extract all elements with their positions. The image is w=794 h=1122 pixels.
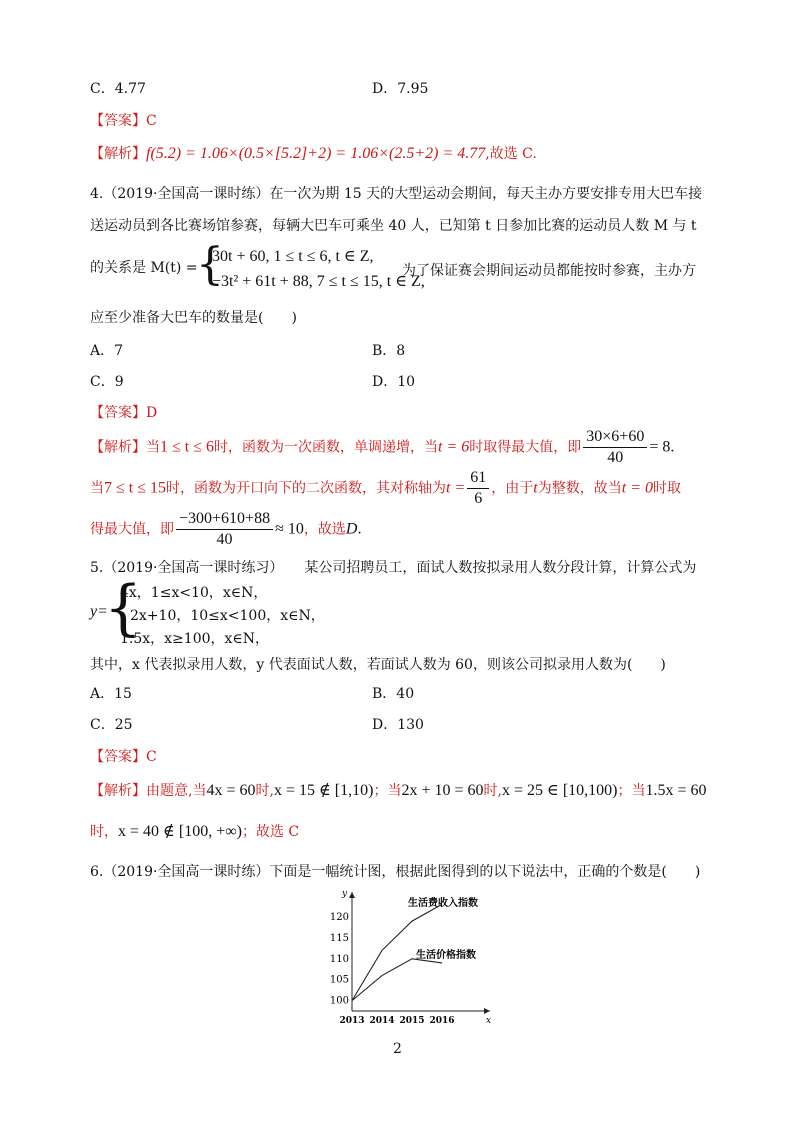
text: 时， — [90, 824, 118, 840]
analysis-formula: f(5.2) = 1.06×(0.5×[5.2]+2) = 1.06×(2.5+2) = 4.77 — [146, 145, 486, 162]
q4-analysis-line2 — [90, 469, 681, 508]
series-label: 生活价格指数 — [416, 950, 476, 961]
q4-case1: 30t + 60, 1 ≤ t ≤ 6, t ∈ Z, — [212, 248, 374, 265]
analysis-tag: 【解析】 — [90, 146, 146, 162]
x-tick-label: 2014 — [369, 1016, 395, 1026]
q5-option-d: D．130 — [372, 717, 424, 733]
text: ，由于 — [491, 480, 534, 497]
analysis-end: ,故选 C. — [485, 146, 537, 162]
q4-option-a: A．7 — [90, 343, 124, 359]
text: ；故选 C — [241, 824, 300, 840]
line-chart — [330, 886, 500, 1030]
page-number: 2 — [393, 1041, 402, 1057]
math: t — [533, 479, 538, 497]
x-axis-label: x — [486, 1016, 492, 1026]
denominator: 6 — [474, 490, 483, 507]
q5-case1: 4x，1≤x<10，x∈N， — [120, 585, 268, 601]
q4-stem-prefix: 的关系是 M(t) = — [90, 260, 198, 276]
q5-analysis-line1 — [90, 780, 707, 800]
math: t = 6 — [438, 438, 470, 456]
series-label: 生活费收入指数 — [408, 898, 478, 909]
y-tick-label: 110 — [330, 953, 349, 965]
x-tick-label: 2016 — [429, 1016, 455, 1026]
text: 得最大值，即 — [90, 521, 174, 538]
analysis-tag: 【解析】 — [90, 783, 146, 799]
q5-answer — [90, 746, 157, 766]
q4-option-b: B．8 — [372, 343, 406, 359]
text: 时，函数为开口向下的二次函数，其对称轴为 — [166, 480, 447, 497]
text: 时取 — [652, 480, 681, 497]
q5-option-b: B．40 — [372, 686, 415, 702]
numerator: 30×6+60 — [583, 428, 647, 448]
text: ；当 — [617, 783, 646, 799]
math: 4x = 60 — [206, 782, 256, 799]
text: . — [357, 521, 362, 538]
q4-option-c: C．9 — [90, 374, 124, 390]
q3-analysis — [90, 143, 537, 163]
q4-analysis-line3 — [90, 510, 362, 549]
q4-analysis-line1 — [90, 428, 674, 467]
math: 1 ≤ t ≤ 6 — [160, 438, 215, 456]
text: 时, — [255, 783, 274, 799]
q3-option-d: D．7.95 — [372, 81, 429, 97]
q5-analysis-line2 — [90, 821, 299, 841]
y-tick-label: 115 — [330, 932, 349, 944]
text: 时，函数为一次函数，单调递增，当 — [214, 439, 439, 456]
fraction — [176, 510, 273, 549]
x-tick-label: 2013 — [339, 1016, 365, 1026]
math: = 8. — [649, 438, 675, 456]
q5-case3: 1.5x，x≥100，x∈N， — [120, 631, 270, 647]
q6-stem: 6.（2019·全国高一课时练）下面是一幅统计图，根据此图得到的以下说法中，正确的个数是( ) — [90, 864, 701, 880]
q4-stem-line4: 应至少准备大巴车的数量是( ) — [90, 310, 297, 326]
text: ；当 — [373, 783, 402, 799]
answer-tag: 【答案】 — [90, 405, 146, 421]
text: 当 — [90, 480, 104, 497]
q5-stem-line1: 5.（2019·全国高一课时练习） 某公司招聘员工，面试人数按拟录用人数分段计算，计算公式为 — [90, 560, 697, 576]
q5-cases-brace: { — [104, 573, 143, 643]
answer-value: C — [146, 113, 157, 129]
text: 当 — [146, 439, 160, 456]
answer-value: C — [146, 749, 157, 765]
fraction — [467, 469, 489, 508]
q4-case2: −3t² + 61t + 88, 7 ≤ t ≤ 15, t ∈ Z, — [212, 273, 425, 290]
y-tick-label: 120 — [330, 911, 349, 923]
text: 由题意,当 — [146, 783, 207, 799]
math: 7 ≤ t ≤ 15 — [104, 479, 167, 497]
q5-case2: 2x+10，10≤x<100，x∈N， — [130, 608, 325, 624]
answer-tag: 【答案】 — [90, 113, 146, 129]
y-axis-label: y — [342, 889, 348, 899]
math: ≈ 10 — [275, 520, 304, 538]
y-axis-arrow — [349, 892, 355, 898]
q5-option-a: A．15 — [90, 686, 132, 702]
fraction — [583, 428, 647, 467]
y-tick-label: 105 — [330, 974, 349, 986]
q4-option-d: D．10 — [372, 374, 416, 390]
q3-answer — [90, 110, 157, 130]
q4-stem-line2: 送运动员到各比赛场馆参赛，每辆大巴车可乘坐 40 人，已知第 t 日参加比赛的运动员人数 M 与 t — [90, 218, 697, 234]
text: ，故选 — [303, 521, 346, 538]
text: 时, — [483, 783, 502, 799]
text: 时取得最大值，即 — [469, 439, 582, 456]
q5-stem-line5: 其中，x 代表拟录用人数，y 代表面试人数，若面试人数为 60，则该公司拟录用人数为( ) — [90, 657, 666, 673]
math: x = 25 ∈ [10,100) — [501, 782, 618, 799]
math: t = 0 — [621, 479, 653, 497]
chart-svg — [330, 886, 500, 1026]
denominator: 40 — [216, 531, 233, 548]
math: 1.5x = 60 — [645, 782, 707, 799]
math: x = 40 ∉ [100, +∞) — [118, 823, 242, 840]
x-tick-label: 2015 — [399, 1016, 425, 1026]
answer-value: D — [146, 405, 158, 421]
denominator: 40 — [607, 449, 624, 466]
x-axis-arrow — [484, 1008, 490, 1014]
q5-y-label: y= — [90, 603, 108, 620]
q4-stem-line1: 4.（2019·全国高一课时练）在一次为期 15 天的大型运动会期间，每天主办方要安排专用大巴车接 — [90, 186, 703, 202]
numerator: 61 — [467, 469, 489, 489]
math: 2x + 10 = 60 — [401, 782, 484, 799]
math: D — [345, 520, 358, 538]
q4-stem-suffix: 为了保证赛会期间运动员都能按时参赛，主办方 — [402, 263, 696, 279]
y-tick-label: 100 — [330, 995, 349, 1007]
text: 为整数，故当 — [537, 480, 622, 497]
math: t = — [446, 479, 466, 497]
q5-option-c: C．25 — [90, 717, 133, 733]
answer-tag: 【答案】 — [90, 749, 146, 765]
math: x = 15 ∉ [1,10) — [273, 782, 374, 799]
series-line-1 — [352, 959, 442, 1001]
numerator: −300+610+88 — [176, 510, 273, 530]
analysis-tag: 【解析】 — [90, 439, 146, 456]
q4-cases-brace: { — [196, 239, 224, 290]
q3-option-c: C．4.77 — [90, 81, 146, 97]
q4-answer — [90, 402, 157, 422]
